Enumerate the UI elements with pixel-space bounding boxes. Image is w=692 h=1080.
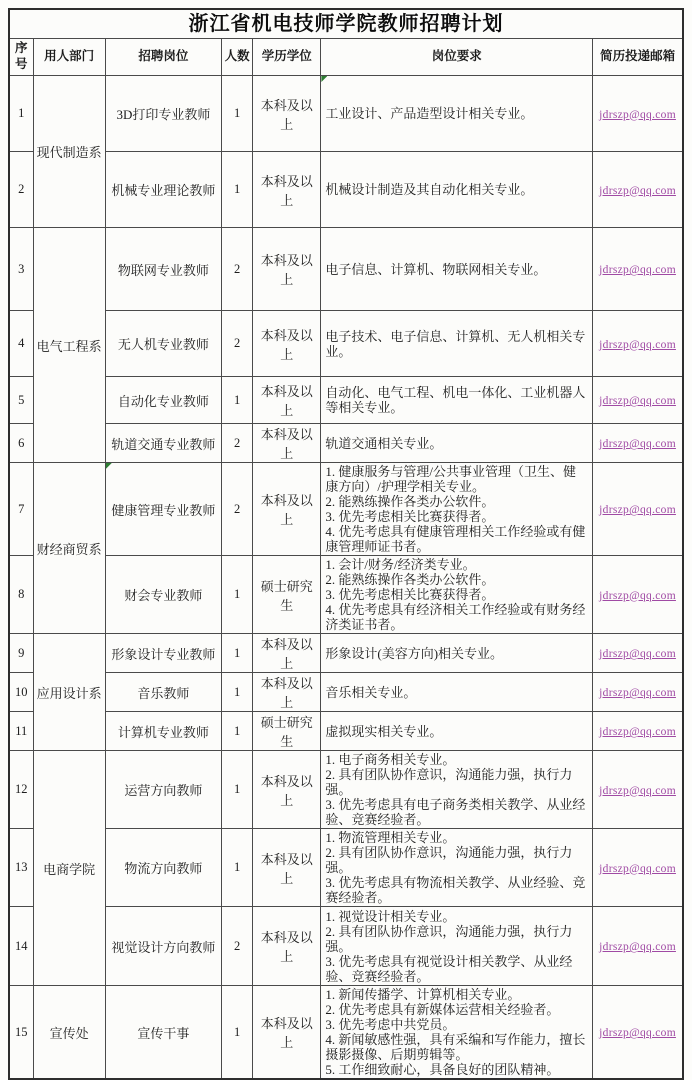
requirement-line: 电子技术、电子信息、计算机、无人机相关专业。: [325, 328, 586, 359]
email-cell: [593, 829, 683, 907]
table-row: [9, 76, 683, 152]
requirements-cell: [321, 829, 593, 907]
requirements-cell: [321, 986, 593, 1080]
requirement-line: 2. 能熟练操作各类办公软件。: [325, 494, 495, 509]
requirement-line: 自动化、电气工程、机电一体化、工业机器人等相关专业。: [325, 385, 586, 415]
email-link[interactable]: jdrszp@qq.com: [599, 338, 676, 351]
position-cell: 物流方向教师: [105, 829, 221, 907]
email-link[interactable]: jdrszp@qq.com: [599, 395, 676, 407]
email-cell: [593, 463, 683, 556]
table-row: [9, 712, 683, 751]
requirements-cell: [321, 228, 593, 311]
row-number: 15: [9, 986, 33, 1080]
row-number: 14: [9, 907, 33, 986]
position-cell: 视觉设计方向教师: [105, 907, 221, 986]
table-row: [9, 463, 683, 556]
degree-cell: 硕士研究生: [253, 712, 321, 751]
row-number: 6: [9, 424, 33, 463]
email-cell: [593, 673, 683, 712]
position-cell: 轨道交通专业教师: [105, 424, 221, 463]
requirement-line: 3. 优先考虑具有物流相关教学、从业经验、竞赛经验者。: [325, 875, 586, 905]
degree-cell: 本科及以上: [253, 76, 321, 152]
degree-cell: 本科及以上: [253, 907, 321, 986]
email-cell: [593, 907, 683, 986]
column-header-no: 序号: [9, 39, 33, 76]
table-row: [9, 556, 683, 634]
count-cell: 2: [222, 228, 253, 311]
table-row: [9, 377, 683, 424]
row-number: 3: [9, 228, 33, 311]
degree-cell: 本科及以上: [253, 829, 321, 907]
email-link[interactable]: jdrszp@qq.com: [599, 438, 676, 450]
requirement-line: 2. 具有团队协作意识，沟通能力强，执行力强。: [325, 767, 573, 797]
column-header-position: 招聘岗位: [105, 39, 221, 76]
degree-cell: 本科及以上: [253, 228, 321, 311]
email-link[interactable]: jdrszp@qq.com: [599, 264, 676, 276]
requirement-line: 1. 物流管理相关专业。: [325, 830, 456, 845]
table-row: [9, 152, 683, 228]
email-cell: [593, 311, 683, 377]
department-cell: 电气工程系: [33, 228, 105, 463]
requirement-line: 3. 优先考虑具有电子商务类相关教学、从业经验、竞赛经验者。: [325, 797, 586, 827]
email-link[interactable]: jdrszp@qq.com: [599, 726, 676, 738]
department-cell: 宣传处: [33, 986, 105, 1080]
email-link[interactable]: jdrszp@qq.com: [599, 108, 676, 121]
requirement-line: 1. 会计/财务/经济类专业。: [325, 557, 476, 572]
requirement-line: 2. 具有团队协作意识，沟通能力强，执行力强。: [325, 923, 573, 954]
email-link[interactable]: jdrszp@qq.com: [599, 784, 676, 797]
row-number: 4: [9, 311, 33, 377]
count-cell: 1: [222, 829, 253, 907]
row-number: 12: [9, 751, 33, 829]
table-row: [9, 907, 683, 986]
column-header-requirements: 岗位要求: [321, 39, 593, 76]
row-number: 2: [9, 152, 33, 228]
degree-cell: 本科及以上: [253, 986, 321, 1080]
requirement-line: 4. 新闻敏感性强，具有采编和写作能力，擅长摄影摄像、后期剪辑等。: [325, 1032, 586, 1062]
requirement-line: 轨道交通相关专业。: [325, 435, 443, 451]
row-number: 8: [9, 556, 33, 634]
position-cell: 3D打印专业教师: [105, 76, 221, 152]
row-number: 13: [9, 829, 33, 907]
requirements-cell: [321, 311, 593, 377]
count-cell: 1: [222, 712, 253, 751]
table-row: [9, 986, 683, 1080]
degree-cell: 本科及以上: [253, 673, 321, 712]
position-cell: 物联网专业教师: [105, 228, 221, 311]
requirement-line: 2. 能熟练操作各类办公软件。: [325, 572, 495, 587]
department-cell: 应用设计系: [33, 634, 105, 751]
requirement-line: 1. 电子商务相关专业。: [325, 752, 456, 767]
requirement-line: 3. 优先考虑相关比赛获得者。: [325, 509, 495, 524]
requirement-line: 5. 工作细致耐心，具备良好的团队精神。: [325, 1062, 560, 1077]
column-header-degree: 学历学位: [253, 39, 321, 76]
position-cell: 财会专业教师: [105, 556, 221, 634]
requirement-line: 1. 视觉设计相关专业。: [325, 908, 456, 924]
row-number: 9: [9, 634, 33, 673]
requirement-line: 工业设计、产品造型设计相关专业。: [325, 106, 534, 121]
position-cell: 机械专业理论教师: [105, 152, 221, 228]
count-cell: 2: [222, 424, 253, 463]
position-cell: 计算机专业教师: [105, 712, 221, 751]
email-link[interactable]: jdrszp@qq.com: [599, 1027, 676, 1039]
table-row: [9, 424, 683, 463]
requirement-line: 电子信息、计算机、物联网相关专业。: [325, 261, 547, 277]
table-row: [9, 228, 683, 311]
email-link[interactable]: jdrszp@qq.com: [599, 862, 676, 875]
email-cell: [593, 152, 683, 228]
row-number: 7: [9, 463, 33, 556]
email-cell: [593, 634, 683, 673]
requirement-line: 4. 优先考虑具有经济相关工作经验或有财务经济类证书者。: [325, 602, 586, 632]
degree-cell: 本科及以上: [253, 634, 321, 673]
row-number: 1: [9, 76, 33, 152]
position-cell: 音乐教师: [105, 673, 221, 712]
requirements-cell: [321, 377, 593, 424]
table-row: [9, 673, 683, 712]
requirements-cell: [321, 907, 593, 986]
count-cell: 1: [222, 673, 253, 712]
position-cell: 运营方向教师: [105, 751, 221, 829]
requirement-line: 音乐相关专业。: [325, 684, 417, 700]
count-cell: 1: [222, 152, 253, 228]
requirements-cell: [321, 556, 593, 634]
email-cell: [593, 424, 683, 463]
position-cell: 自动化专业教师: [105, 377, 221, 424]
requirements-cell: [321, 712, 593, 751]
department-cell: 电商学院: [33, 751, 105, 986]
email-cell: [593, 76, 683, 152]
degree-cell: 本科及以上: [253, 424, 321, 463]
requirements-cell: [321, 152, 593, 228]
count-cell: 1: [222, 556, 253, 634]
table-row: [9, 751, 683, 829]
row-number: 10: [9, 673, 33, 712]
count-cell: 1: [222, 751, 253, 829]
count-cell: 2: [222, 907, 253, 986]
position-cell: 宣传干事: [105, 986, 221, 1080]
count-cell: 1: [222, 76, 253, 152]
row-number: 5: [9, 377, 33, 424]
requirements-cell: [321, 634, 593, 673]
department-cell: 财经商贸系: [33, 463, 105, 634]
email-link[interactable]: jdrszp@qq.com: [599, 504, 676, 516]
email-link[interactable]: jdrszp@qq.com: [599, 941, 676, 953]
count-cell: 1: [222, 634, 253, 673]
requirement-line: 3. 优先考虑中共党员。: [325, 1017, 456, 1032]
row-number: 11: [9, 712, 33, 751]
requirement-line: 形象设计(美容方向)相关专业。: [325, 645, 504, 661]
requirement-line: 1. 新闻传播学、计算机相关专业。: [325, 987, 521, 1002]
table-row: [9, 634, 683, 673]
email-link[interactable]: jdrszp@qq.com: [599, 589, 676, 602]
requirements-cell: [321, 424, 593, 463]
degree-cell: 本科及以上: [253, 311, 321, 377]
requirement-line: 2. 具有团队协作意识，沟通能力强，执行力强。: [325, 845, 573, 875]
degree-cell: 本科及以上: [253, 463, 321, 556]
degree-cell: 本科及以上: [253, 152, 321, 228]
degree-cell: 本科及以上: [253, 377, 321, 424]
requirements-cell: [321, 463, 593, 556]
table-row: [9, 311, 683, 377]
requirement-line: 4. 优先考虑具有健康管理相关工作经验或有健康管理师证书者。: [325, 524, 586, 554]
column-header-department: 用人部门: [33, 39, 105, 76]
email-cell: [593, 986, 683, 1080]
recruitment-table: [8, 8, 684, 1080]
count-cell: 1: [222, 377, 253, 424]
column-header-count: 人数: [222, 39, 253, 76]
column-header-email: 简历投递邮箱: [593, 39, 683, 76]
department-cell: 现代制造系: [33, 76, 105, 228]
requirements-cell: [321, 751, 593, 829]
position-cell: 无人机专业教师: [105, 311, 221, 377]
requirements-cell: [321, 673, 593, 712]
header-row: [9, 39, 683, 76]
requirement-line: 2. 优先考虑具有新媒体运营相关经验者。: [325, 1002, 560, 1017]
email-link[interactable]: jdrszp@qq.com: [599, 184, 676, 197]
degree-cell: 本科及以上: [253, 751, 321, 829]
requirement-line: 1. 健康服务与管理/公共事业管理（卫生、健康方向）/护理学相关专业。: [325, 464, 576, 494]
position-cell: 健康管理专业教师: [105, 463, 221, 556]
title-row: [9, 9, 683, 39]
excel-green-marker: [321, 76, 327, 82]
requirements-cell: [321, 76, 593, 152]
email-cell: [593, 556, 683, 634]
excel-green-marker: [106, 463, 112, 469]
requirement-line: 虚拟现实相关专业。: [325, 723, 443, 739]
page-title: 浙江省机电技师学院教师招聘计划: [9, 9, 683, 39]
email-link[interactable]: jdrszp@qq.com: [599, 648, 676, 660]
requirement-line: 3. 优先考虑具有视觉设计相关教学、从业经验、竞赛经验者。: [325, 953, 573, 984]
degree-cell: 硕士研究生: [253, 556, 321, 634]
email-cell: [593, 377, 683, 424]
email-cell: [593, 751, 683, 829]
email-cell: [593, 228, 683, 311]
count-cell: 1: [222, 986, 253, 1080]
requirement-line: 机械设计制造及其自动化相关专业。: [325, 182, 534, 197]
requirement-line: 3. 优先考虑相关比赛获得者。: [325, 587, 495, 602]
email-cell: [593, 712, 683, 751]
count-cell: 2: [222, 311, 253, 377]
count-cell: 2: [222, 463, 253, 556]
email-link[interactable]: jdrszp@qq.com: [599, 687, 676, 699]
table-row: [9, 829, 683, 907]
position-cell: 形象设计专业教师: [105, 634, 221, 673]
